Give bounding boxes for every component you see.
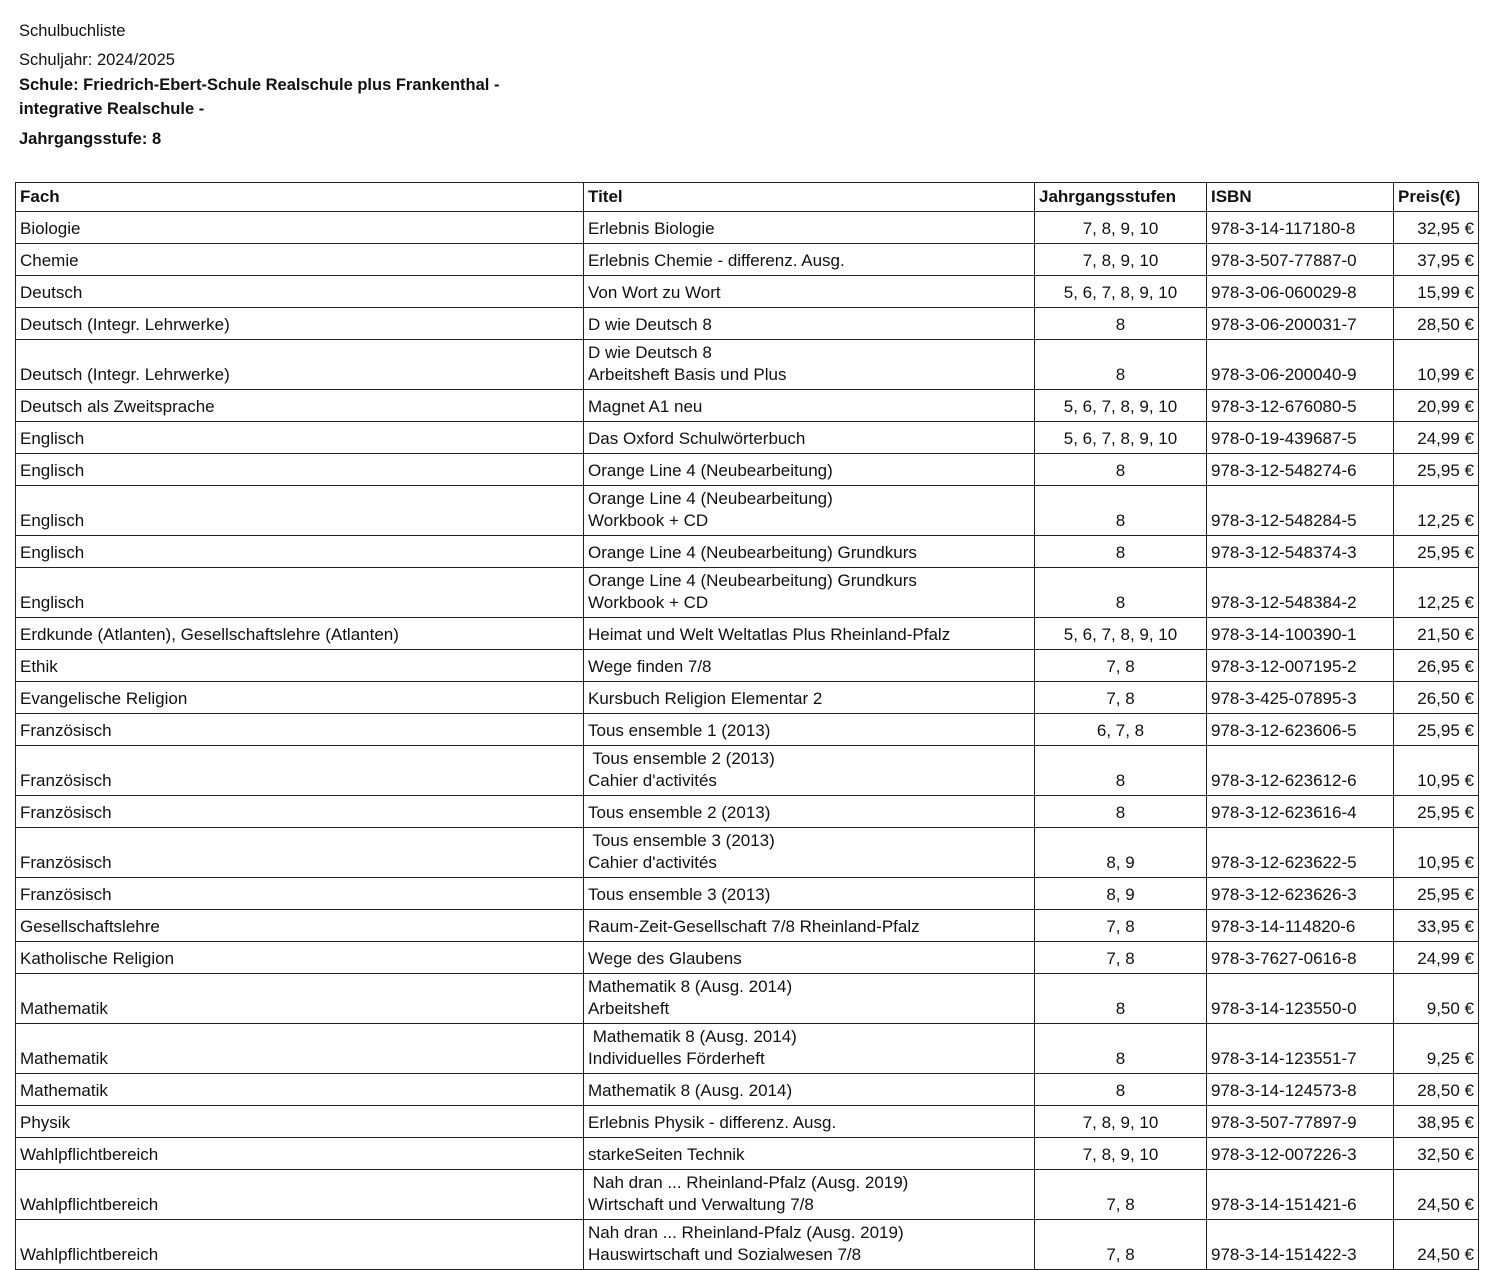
- cell-isbn: 978-3-14-117180-8: [1207, 212, 1394, 244]
- title-line: Erlebnis Biologie: [588, 219, 715, 238]
- cell-jahrgangsstufen: 7, 8: [1035, 910, 1207, 942]
- cell-isbn: 978-3-12-007195-2: [1207, 650, 1394, 682]
- cell-fach: Englisch: [16, 454, 584, 486]
- cell-fach: Gesellschaftslehre: [16, 910, 584, 942]
- cell-fach: Mathematik: [16, 974, 584, 1024]
- cell-preis: 24,50 €: [1394, 1170, 1479, 1220]
- cell-titel: [584, 1220, 1035, 1270]
- table-row: [16, 568, 1479, 618]
- cell-jahrgangsstufen: 8: [1035, 340, 1207, 390]
- title-line: Orange Line 4 (Neubearbeitung) Grundkurs: [588, 543, 917, 562]
- cell-isbn: 978-3-06-200040-9: [1207, 340, 1394, 390]
- cell-titel: [584, 796, 1035, 828]
- cell-preis: 25,95 €: [1394, 454, 1479, 486]
- title-line: Workbook + CD: [588, 511, 709, 530]
- title-line: Kursbuch Religion Elementar 2: [588, 689, 823, 708]
- cell-titel: [584, 212, 1035, 244]
- cell-titel: [584, 276, 1035, 308]
- cell-preis: 10,99 €: [1394, 340, 1479, 390]
- cell-isbn: 978-3-06-200031-7: [1207, 308, 1394, 340]
- title-line: starkeSeiten Technik: [588, 1145, 745, 1164]
- cell-titel: [584, 486, 1035, 536]
- school-name-line-2: integrative Realschule -: [19, 100, 205, 118]
- title-line: Mathematik 8 (Ausg. 2014): [588, 977, 793, 996]
- table-row: [16, 1024, 1479, 1074]
- cell-preis: 10,95 €: [1394, 746, 1479, 796]
- table-row: [16, 796, 1479, 828]
- title-line: Von Wort zu Wort: [588, 283, 721, 302]
- title-line: Arbeitsheft Basis und Plus: [588, 365, 787, 384]
- table-row: [16, 828, 1479, 878]
- title-line: D wie Deutsch 8: [588, 315, 712, 334]
- cell-titel: [584, 1024, 1035, 1074]
- table-row: [16, 942, 1479, 974]
- cell-jahrgangsstufen: 7, 8: [1035, 650, 1207, 682]
- title-line: Orange Line 4 (Neubearbeitung): [588, 461, 833, 480]
- table-row: [16, 714, 1479, 746]
- cell-isbn: 978-3-507-77897-9: [1207, 1106, 1394, 1138]
- table-row: [16, 1138, 1479, 1170]
- cell-isbn: 978-3-14-100390-1: [1207, 618, 1394, 650]
- cell-jahrgangsstufen: 8: [1035, 796, 1207, 828]
- cell-jahrgangsstufen: 7, 8: [1035, 942, 1207, 974]
- cell-isbn: 978-3-14-124573-8: [1207, 1074, 1394, 1106]
- document-title: Schulbuchliste: [19, 22, 126, 40]
- cell-preis: 33,95 €: [1394, 910, 1479, 942]
- cell-isbn: 978-3-12-007226-3: [1207, 1138, 1394, 1170]
- cell-isbn: 978-3-12-623616-4: [1207, 796, 1394, 828]
- table-row: [16, 454, 1479, 486]
- cell-preis: 24,50 €: [1394, 1220, 1479, 1270]
- cell-isbn: 978-3-06-060029-8: [1207, 276, 1394, 308]
- cell-jahrgangsstufen: 8: [1035, 308, 1207, 340]
- cell-isbn: 978-3-12-623606-5: [1207, 714, 1394, 746]
- title-line: Mathematik 8 (Ausg. 2014): [588, 1027, 797, 1046]
- table-header-row: [16, 183, 1479, 212]
- cell-jahrgangsstufen: 8: [1035, 1074, 1207, 1106]
- cell-fach: Englisch: [16, 422, 584, 454]
- cell-preis: 25,95 €: [1394, 878, 1479, 910]
- cell-titel: [584, 568, 1035, 618]
- title-line: Wege finden 7/8: [588, 657, 712, 676]
- cell-titel: [584, 390, 1035, 422]
- table-row: [16, 244, 1479, 276]
- title-line: Mathematik 8 (Ausg. 2014): [588, 1081, 793, 1100]
- cell-fach: Englisch: [16, 486, 584, 536]
- cell-fach: Ethik: [16, 650, 584, 682]
- cell-jahrgangsstufen: 7, 8, 9, 10: [1035, 244, 1207, 276]
- cell-preis: 12,25 €: [1394, 568, 1479, 618]
- cell-fach: Mathematik: [16, 1074, 584, 1106]
- title-line: Cahier d'activités: [588, 853, 717, 872]
- column-header-jahrgangsstufen: Jahrgangsstufen: [1035, 183, 1207, 212]
- cell-fach: Katholische Religion: [16, 942, 584, 974]
- title-line: Cahier d'activités: [588, 771, 717, 790]
- cell-fach: Französisch: [16, 746, 584, 796]
- cell-jahrgangsstufen: 7, 8, 9, 10: [1035, 1138, 1207, 1170]
- cell-jahrgangsstufen: 5, 6, 7, 8, 9, 10: [1035, 618, 1207, 650]
- cell-jahrgangsstufen: 8, 9: [1035, 878, 1207, 910]
- cell-jahrgangsstufen: 5, 6, 7, 8, 9, 10: [1035, 422, 1207, 454]
- cell-fach: Französisch: [16, 828, 584, 878]
- title-line: D wie Deutsch 8: [588, 343, 712, 362]
- cell-isbn: 978-3-14-123550-0: [1207, 974, 1394, 1024]
- table-row: [16, 878, 1479, 910]
- title-line: Raum-Zeit-Gesellschaft 7/8 Rheinland-Pfalz: [588, 917, 920, 936]
- table-row: [16, 974, 1479, 1024]
- cell-fach: Französisch: [16, 796, 584, 828]
- cell-titel: [584, 714, 1035, 746]
- title-line: Nah dran ... Rheinland-Pfalz (Ausg. 2019): [588, 1223, 904, 1242]
- cell-jahrgangsstufen: 8: [1035, 486, 1207, 536]
- title-line: Tous ensemble 1 (2013): [588, 721, 771, 740]
- title-line: Tous ensemble 3 (2013): [588, 831, 775, 850]
- cell-jahrgangsstufen: 8: [1035, 1024, 1207, 1074]
- cell-titel: [584, 1170, 1035, 1220]
- book-list-table: [15, 182, 1479, 1270]
- table-row: [16, 1106, 1479, 1138]
- title-line: Magnet A1 neu: [588, 397, 703, 416]
- cell-isbn: 978-3-12-548274-6: [1207, 454, 1394, 486]
- cell-titel: [584, 878, 1035, 910]
- cell-jahrgangsstufen: 7, 8, 9, 10: [1035, 1106, 1207, 1138]
- title-line: Individuelles Förderheft: [588, 1049, 765, 1068]
- cell-preis: 32,95 €: [1394, 212, 1479, 244]
- cell-isbn: 978-3-425-07895-3: [1207, 682, 1394, 714]
- cell-isbn: 978-3-12-623626-3: [1207, 878, 1394, 910]
- cell-titel: [584, 650, 1035, 682]
- cell-preis: 26,95 €: [1394, 650, 1479, 682]
- cell-preis: 25,95 €: [1394, 796, 1479, 828]
- cell-jahrgangsstufen: 8, 9: [1035, 828, 1207, 878]
- title-line: Workbook + CD: [588, 593, 709, 612]
- table-row: [16, 390, 1479, 422]
- cell-isbn: 978-3-507-77887-0: [1207, 244, 1394, 276]
- cell-preis: 37,95 €: [1394, 244, 1479, 276]
- cell-titel: [584, 682, 1035, 714]
- table-row: [16, 746, 1479, 796]
- cell-fach: Englisch: [16, 568, 584, 618]
- cell-preis: 25,95 €: [1394, 536, 1479, 568]
- cell-titel: [584, 828, 1035, 878]
- table-row: [16, 422, 1479, 454]
- table-row: [16, 682, 1479, 714]
- table-row: [16, 486, 1479, 536]
- cell-preis: 32,50 €: [1394, 1138, 1479, 1170]
- cell-titel: [584, 536, 1035, 568]
- title-line: Orange Line 4 (Neubearbeitung) Grundkurs: [588, 571, 917, 590]
- cell-titel: [584, 308, 1035, 340]
- cell-isbn: 978-0-19-439687-5: [1207, 422, 1394, 454]
- school-year: Schuljahr: 2024/2025: [19, 51, 175, 69]
- cell-jahrgangsstufen: 6, 7, 8: [1035, 714, 1207, 746]
- cell-preis: 38,95 €: [1394, 1106, 1479, 1138]
- cell-isbn: 978-3-12-623612-6: [1207, 746, 1394, 796]
- title-line: Erlebnis Chemie - differenz. Ausg.: [588, 251, 845, 270]
- school-name: [19, 73, 499, 121]
- title-line: Heimat und Welt Weltatlas Plus Rheinland-Pfalz: [588, 625, 951, 644]
- cell-jahrgangsstufen: 8: [1035, 974, 1207, 1024]
- cell-preis: 10,95 €: [1394, 828, 1479, 878]
- cell-isbn: 978-3-14-114820-6: [1207, 910, 1394, 942]
- cell-isbn: 978-3-14-151421-6: [1207, 1170, 1394, 1220]
- column-header-titel: Titel: [584, 183, 1035, 212]
- title-line: Orange Line 4 (Neubearbeitung): [588, 489, 833, 508]
- column-header-preis: Preis(€): [1394, 183, 1479, 212]
- title-line: Das Oxford Schulwörterbuch: [588, 429, 806, 448]
- cell-preis: 25,95 €: [1394, 714, 1479, 746]
- title-line: Tous ensemble 2 (2013): [588, 749, 775, 768]
- cell-jahrgangsstufen: 7, 8: [1035, 1220, 1207, 1270]
- school-name-line-1: Schule: Friedrich-Ebert-Schule Realschule plus Frankenthal -: [19, 76, 500, 94]
- cell-isbn: 978-3-7627-0616-8: [1207, 942, 1394, 974]
- cell-jahrgangsstufen: 8: [1035, 568, 1207, 618]
- grade-level: Jahrgangsstufe: 8: [19, 130, 162, 148]
- cell-titel: [584, 454, 1035, 486]
- cell-fach: Deutsch (Integr. Lehrwerke): [16, 308, 584, 340]
- cell-jahrgangsstufen: 7, 8: [1035, 682, 1207, 714]
- table-row: [16, 650, 1479, 682]
- table-row: [16, 276, 1479, 308]
- cell-fach: Chemie: [16, 244, 584, 276]
- cell-titel: [584, 1106, 1035, 1138]
- cell-jahrgangsstufen: 8: [1035, 454, 1207, 486]
- title-line: Tous ensemble 2 (2013): [588, 803, 771, 822]
- cell-titel: [584, 942, 1035, 974]
- table-row: [16, 340, 1479, 390]
- cell-preis: 20,99 €: [1394, 390, 1479, 422]
- cell-fach: Deutsch (Integr. Lehrwerke): [16, 340, 584, 390]
- table-body: [16, 212, 1479, 1270]
- cell-titel: [584, 244, 1035, 276]
- cell-fach: Wahlpflichtbereich: [16, 1138, 584, 1170]
- title-line: Arbeitsheft: [588, 999, 670, 1018]
- table-row: [16, 1170, 1479, 1220]
- cell-fach: Evangelische Religion: [16, 682, 584, 714]
- cell-isbn: 978-3-12-623622-5: [1207, 828, 1394, 878]
- cell-preis: 21,50 €: [1394, 618, 1479, 650]
- cell-preis: 24,99 €: [1394, 942, 1479, 974]
- table-row: [16, 1074, 1479, 1106]
- title-line: Nah dran ... Rheinland-Pfalz (Ausg. 2019): [588, 1173, 909, 1192]
- cell-jahrgangsstufen: 8: [1035, 536, 1207, 568]
- column-header-isbn: ISBN: [1207, 183, 1394, 212]
- cell-titel: [584, 422, 1035, 454]
- cell-preis: 24,99 €: [1394, 422, 1479, 454]
- cell-jahrgangsstufen: 8: [1035, 746, 1207, 796]
- cell-fach: Biologie: [16, 212, 584, 244]
- cell-preis: 9,50 €: [1394, 974, 1479, 1024]
- table-row: [16, 212, 1479, 244]
- cell-jahrgangsstufen: 7, 8: [1035, 1170, 1207, 1220]
- cell-jahrgangsstufen: 5, 6, 7, 8, 9, 10: [1035, 276, 1207, 308]
- cell-jahrgangsstufen: 5, 6, 7, 8, 9, 10: [1035, 390, 1207, 422]
- cell-titel: [584, 746, 1035, 796]
- cell-isbn: 978-3-12-548284-5: [1207, 486, 1394, 536]
- cell-fach: Erdkunde (Atlanten), Gesellschaftslehre (Atlanten): [16, 618, 584, 650]
- cell-fach: Französisch: [16, 714, 584, 746]
- cell-preis: 9,25 €: [1394, 1024, 1479, 1074]
- cell-titel: [584, 618, 1035, 650]
- cell-fach: Wahlpflichtbereich: [16, 1170, 584, 1220]
- cell-fach: Deutsch als Zweitsprache: [16, 390, 584, 422]
- table-row: [16, 536, 1479, 568]
- title-line: Wirtschaft und Verwaltung 7/8: [588, 1195, 814, 1214]
- cell-preis: 26,50 €: [1394, 682, 1479, 714]
- cell-isbn: 978-3-14-123551-7: [1207, 1024, 1394, 1074]
- table-row: [16, 618, 1479, 650]
- cell-preis: 12,25 €: [1394, 486, 1479, 536]
- cell-fach: Wahlpflichtbereich: [16, 1220, 584, 1270]
- cell-titel: [584, 1138, 1035, 1170]
- cell-preis: 15,99 €: [1394, 276, 1479, 308]
- cell-fach: Englisch: [16, 536, 584, 568]
- cell-fach: Physik: [16, 1106, 584, 1138]
- cell-jahrgangsstufen: 7, 8, 9, 10: [1035, 212, 1207, 244]
- cell-preis: 28,50 €: [1394, 1074, 1479, 1106]
- cell-titel: [584, 974, 1035, 1024]
- cell-titel: [584, 910, 1035, 942]
- cell-preis: 28,50 €: [1394, 308, 1479, 340]
- cell-titel: [584, 340, 1035, 390]
- title-line: Tous ensemble 3 (2013): [588, 885, 771, 904]
- table-row: [16, 910, 1479, 942]
- cell-fach: Deutsch: [16, 276, 584, 308]
- cell-isbn: 978-3-12-548384-2: [1207, 568, 1394, 618]
- table-row: [16, 1220, 1479, 1270]
- cell-isbn: 978-3-12-548374-3: [1207, 536, 1394, 568]
- table-row: [16, 308, 1479, 340]
- column-header-fach: Fach: [16, 183, 584, 212]
- cell-isbn: 978-3-12-676080-5: [1207, 390, 1394, 422]
- title-line: Erlebnis Physik - differenz. Ausg.: [588, 1113, 837, 1132]
- cell-titel: [584, 1074, 1035, 1106]
- cell-isbn: 978-3-14-151422-3: [1207, 1220, 1394, 1270]
- cell-fach: Mathematik: [16, 1024, 584, 1074]
- title-line: Wege des Glaubens: [588, 949, 742, 968]
- cell-fach: Französisch: [16, 878, 584, 910]
- title-line: Hauswirtschaft und Sozialwesen 7/8: [588, 1245, 862, 1264]
